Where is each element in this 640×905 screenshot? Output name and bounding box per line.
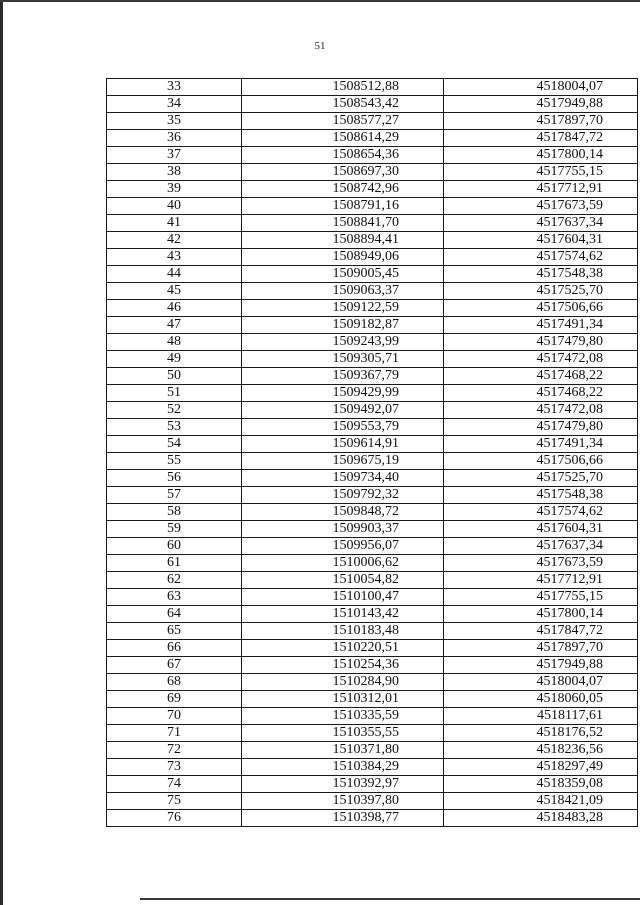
y-coordinate-cell: 4517673,59 bbox=[444, 198, 638, 215]
scan-edge-left bbox=[0, 0, 3, 905]
table-row bbox=[107, 266, 638, 283]
table-row bbox=[107, 402, 638, 419]
x-coordinate-cell: 1509553,79 bbox=[242, 419, 444, 436]
point-number-cell: 39 bbox=[107, 181, 242, 198]
x-coordinate-cell: 1509734,40 bbox=[242, 470, 444, 487]
point-number-cell: 58 bbox=[107, 504, 242, 521]
scan-edge-top bbox=[0, 0, 640, 2]
point-number-cell: 75 bbox=[107, 793, 242, 810]
table-row bbox=[107, 487, 638, 504]
y-coordinate-cell: 4518236,56 bbox=[444, 742, 638, 759]
y-coordinate-cell: 4517506,66 bbox=[444, 453, 638, 470]
table-row bbox=[107, 419, 638, 436]
x-coordinate-cell: 1509182,87 bbox=[242, 317, 444, 334]
coordinates-table-body bbox=[107, 79, 638, 827]
point-number-cell: 52 bbox=[107, 402, 242, 419]
point-number-cell: 61 bbox=[107, 555, 242, 572]
y-coordinate-cell: 4517548,38 bbox=[444, 487, 638, 504]
y-coordinate-cell: 4517897,70 bbox=[444, 113, 638, 130]
point-number-cell: 72 bbox=[107, 742, 242, 759]
x-coordinate-cell: 1510100,47 bbox=[242, 589, 444, 606]
y-coordinate-cell: 4517604,31 bbox=[444, 232, 638, 249]
y-coordinate-cell: 4517673,59 bbox=[444, 555, 638, 572]
point-number-cell: 50 bbox=[107, 368, 242, 385]
coordinates-table bbox=[106, 78, 638, 827]
x-coordinate-cell: 1508894,41 bbox=[242, 232, 444, 249]
y-coordinate-cell: 4518421,09 bbox=[444, 793, 638, 810]
point-number-cell: 37 bbox=[107, 147, 242, 164]
x-coordinate-cell: 1510006,62 bbox=[242, 555, 444, 572]
y-coordinate-cell: 4518483,28 bbox=[444, 810, 638, 827]
page-number: 51 bbox=[314, 40, 326, 52]
point-number-cell: 57 bbox=[107, 487, 242, 504]
table-row bbox=[107, 215, 638, 232]
table-row bbox=[107, 589, 638, 606]
table-row bbox=[107, 453, 638, 470]
x-coordinate-cell: 1510284,90 bbox=[242, 674, 444, 691]
point-number-cell: 40 bbox=[107, 198, 242, 215]
x-coordinate-cell: 1510312,01 bbox=[242, 691, 444, 708]
table-row bbox=[107, 725, 638, 742]
point-number-cell: 74 bbox=[107, 776, 242, 793]
table-row bbox=[107, 691, 638, 708]
point-number-cell: 54 bbox=[107, 436, 242, 453]
point-number-cell: 47 bbox=[107, 317, 242, 334]
table-row bbox=[107, 283, 638, 300]
table-row bbox=[107, 79, 638, 96]
point-number-cell: 67 bbox=[107, 657, 242, 674]
point-number-cell: 76 bbox=[107, 810, 242, 827]
point-number-cell: 53 bbox=[107, 419, 242, 436]
y-coordinate-cell: 4518297,49 bbox=[444, 759, 638, 776]
y-coordinate-cell: 4517574,62 bbox=[444, 504, 638, 521]
table-row bbox=[107, 181, 638, 198]
table-row bbox=[107, 96, 638, 113]
y-coordinate-cell: 4517472,08 bbox=[444, 402, 638, 419]
x-coordinate-cell: 1508841,70 bbox=[242, 215, 444, 232]
x-coordinate-cell: 1508614,29 bbox=[242, 130, 444, 147]
y-coordinate-cell: 4518060,05 bbox=[444, 691, 638, 708]
table-row bbox=[107, 232, 638, 249]
x-coordinate-cell: 1510384,29 bbox=[242, 759, 444, 776]
point-number-cell: 59 bbox=[107, 521, 242, 538]
point-number-cell: 55 bbox=[107, 453, 242, 470]
point-number-cell: 45 bbox=[107, 283, 242, 300]
x-coordinate-cell: 1509367,79 bbox=[242, 368, 444, 385]
point-number-cell: 38 bbox=[107, 164, 242, 181]
point-number-cell: 51 bbox=[107, 385, 242, 402]
point-number-cell: 56 bbox=[107, 470, 242, 487]
x-coordinate-cell: 1510183,48 bbox=[242, 623, 444, 640]
point-number-cell: 69 bbox=[107, 691, 242, 708]
x-coordinate-cell: 1510371,80 bbox=[242, 742, 444, 759]
y-coordinate-cell: 4517525,70 bbox=[444, 470, 638, 487]
table-row bbox=[107, 572, 638, 589]
x-coordinate-cell: 1508791,16 bbox=[242, 198, 444, 215]
table-row bbox=[107, 742, 638, 759]
x-coordinate-cell: 1508697,30 bbox=[242, 164, 444, 181]
x-coordinate-cell: 1509792,32 bbox=[242, 487, 444, 504]
x-coordinate-cell: 1510397,80 bbox=[242, 793, 444, 810]
table-row bbox=[107, 317, 638, 334]
point-number-cell: 60 bbox=[107, 538, 242, 555]
y-coordinate-cell: 4517637,34 bbox=[444, 215, 638, 232]
point-number-cell: 34 bbox=[107, 96, 242, 113]
y-coordinate-cell: 4517949,88 bbox=[444, 657, 638, 674]
x-coordinate-cell: 1508949,06 bbox=[242, 249, 444, 266]
point-number-cell: 68 bbox=[107, 674, 242, 691]
table-row bbox=[107, 147, 638, 164]
point-number-cell: 64 bbox=[107, 606, 242, 623]
table-row bbox=[107, 657, 638, 674]
x-coordinate-cell: 1509614,91 bbox=[242, 436, 444, 453]
y-coordinate-cell: 4517479,80 bbox=[444, 334, 638, 351]
table-row bbox=[107, 555, 638, 572]
table-row bbox=[107, 793, 638, 810]
point-number-cell: 48 bbox=[107, 334, 242, 351]
point-number-cell: 36 bbox=[107, 130, 242, 147]
table-row bbox=[107, 504, 638, 521]
y-coordinate-cell: 4517897,70 bbox=[444, 640, 638, 657]
point-number-cell: 42 bbox=[107, 232, 242, 249]
x-coordinate-cell: 1508512,88 bbox=[242, 79, 444, 96]
y-coordinate-cell: 4517468,22 bbox=[444, 385, 638, 402]
y-coordinate-cell: 4517468,22 bbox=[444, 368, 638, 385]
table-row bbox=[107, 436, 638, 453]
x-coordinate-cell: 1509005,45 bbox=[242, 266, 444, 283]
point-number-cell: 71 bbox=[107, 725, 242, 742]
scan-edge-bottom bbox=[140, 898, 640, 900]
x-coordinate-cell: 1510355,55 bbox=[242, 725, 444, 742]
point-number-cell: 70 bbox=[107, 708, 242, 725]
y-coordinate-cell: 4517800,14 bbox=[444, 606, 638, 623]
point-number-cell: 43 bbox=[107, 249, 242, 266]
x-coordinate-cell: 1508543,42 bbox=[242, 96, 444, 113]
table-row bbox=[107, 249, 638, 266]
y-coordinate-cell: 4517574,62 bbox=[444, 249, 638, 266]
point-number-cell: 73 bbox=[107, 759, 242, 776]
x-coordinate-cell: 1510143,42 bbox=[242, 606, 444, 623]
point-number-cell: 41 bbox=[107, 215, 242, 232]
y-coordinate-cell: 4517847,72 bbox=[444, 130, 638, 147]
table-row bbox=[107, 708, 638, 725]
point-number-cell: 46 bbox=[107, 300, 242, 317]
table-row bbox=[107, 810, 638, 827]
y-coordinate-cell: 4517604,31 bbox=[444, 521, 638, 538]
point-number-cell: 33 bbox=[107, 79, 242, 96]
table-row bbox=[107, 538, 638, 555]
y-coordinate-cell: 4517479,80 bbox=[444, 419, 638, 436]
x-coordinate-cell: 1509305,71 bbox=[242, 351, 444, 368]
y-coordinate-cell: 4518359,08 bbox=[444, 776, 638, 793]
y-coordinate-cell: 4517800,14 bbox=[444, 147, 638, 164]
table-row bbox=[107, 198, 638, 215]
table-row bbox=[107, 674, 638, 691]
y-coordinate-cell: 4517525,70 bbox=[444, 283, 638, 300]
x-coordinate-cell: 1510054,82 bbox=[242, 572, 444, 589]
table-row bbox=[107, 334, 638, 351]
x-coordinate-cell: 1510335,59 bbox=[242, 708, 444, 725]
table-row bbox=[107, 776, 638, 793]
x-coordinate-cell: 1509956,07 bbox=[242, 538, 444, 555]
y-coordinate-cell: 4517847,72 bbox=[444, 623, 638, 640]
y-coordinate-cell: 4517506,66 bbox=[444, 300, 638, 317]
y-coordinate-cell: 4517472,08 bbox=[444, 351, 638, 368]
x-coordinate-cell: 1508742,96 bbox=[242, 181, 444, 198]
y-coordinate-cell: 4517491,34 bbox=[444, 436, 638, 453]
point-number-cell: 62 bbox=[107, 572, 242, 589]
point-number-cell: 66 bbox=[107, 640, 242, 657]
point-number-cell: 65 bbox=[107, 623, 242, 640]
x-coordinate-cell: 1509429,99 bbox=[242, 385, 444, 402]
table-row bbox=[107, 640, 638, 657]
x-coordinate-cell: 1509243,99 bbox=[242, 334, 444, 351]
x-coordinate-cell: 1509492,07 bbox=[242, 402, 444, 419]
point-number-cell: 49 bbox=[107, 351, 242, 368]
table-row bbox=[107, 113, 638, 130]
x-coordinate-cell: 1509675,19 bbox=[242, 453, 444, 470]
table-row bbox=[107, 351, 638, 368]
y-coordinate-cell: 4517491,34 bbox=[444, 317, 638, 334]
point-number-cell: 63 bbox=[107, 589, 242, 606]
x-coordinate-cell: 1509122,59 bbox=[242, 300, 444, 317]
y-coordinate-cell: 4517712,91 bbox=[444, 181, 638, 198]
y-coordinate-cell: 4518004,07 bbox=[444, 79, 638, 96]
table-row bbox=[107, 164, 638, 181]
y-coordinate-cell: 4517755,15 bbox=[444, 164, 638, 181]
y-coordinate-cell: 4517548,38 bbox=[444, 266, 638, 283]
table-row bbox=[107, 300, 638, 317]
table-row bbox=[107, 521, 638, 538]
x-coordinate-cell: 1509903,37 bbox=[242, 521, 444, 538]
y-coordinate-cell: 4517949,88 bbox=[444, 96, 638, 113]
y-coordinate-cell: 4518176,52 bbox=[444, 725, 638, 742]
y-coordinate-cell: 4517755,15 bbox=[444, 589, 638, 606]
table-row bbox=[107, 606, 638, 623]
x-coordinate-cell: 1509063,37 bbox=[242, 283, 444, 300]
x-coordinate-cell: 1510220,51 bbox=[242, 640, 444, 657]
y-coordinate-cell: 4517712,91 bbox=[444, 572, 638, 589]
table-row bbox=[107, 759, 638, 776]
table-row bbox=[107, 130, 638, 147]
y-coordinate-cell: 4518004,07 bbox=[444, 674, 638, 691]
table-row bbox=[107, 470, 638, 487]
x-coordinate-cell: 1508654,36 bbox=[242, 147, 444, 164]
point-number-cell: 44 bbox=[107, 266, 242, 283]
x-coordinate-cell: 1510392,97 bbox=[242, 776, 444, 793]
table-row bbox=[107, 368, 638, 385]
point-number-cell: 35 bbox=[107, 113, 242, 130]
x-coordinate-cell: 1509848,72 bbox=[242, 504, 444, 521]
x-coordinate-cell: 1508577,27 bbox=[242, 113, 444, 130]
y-coordinate-cell: 4518117,61 bbox=[444, 708, 638, 725]
y-coordinate-cell: 4517637,34 bbox=[444, 538, 638, 555]
x-coordinate-cell: 1510254,36 bbox=[242, 657, 444, 674]
table-row bbox=[107, 623, 638, 640]
x-coordinate-cell: 1510398,77 bbox=[242, 810, 444, 827]
table-row bbox=[107, 385, 638, 402]
